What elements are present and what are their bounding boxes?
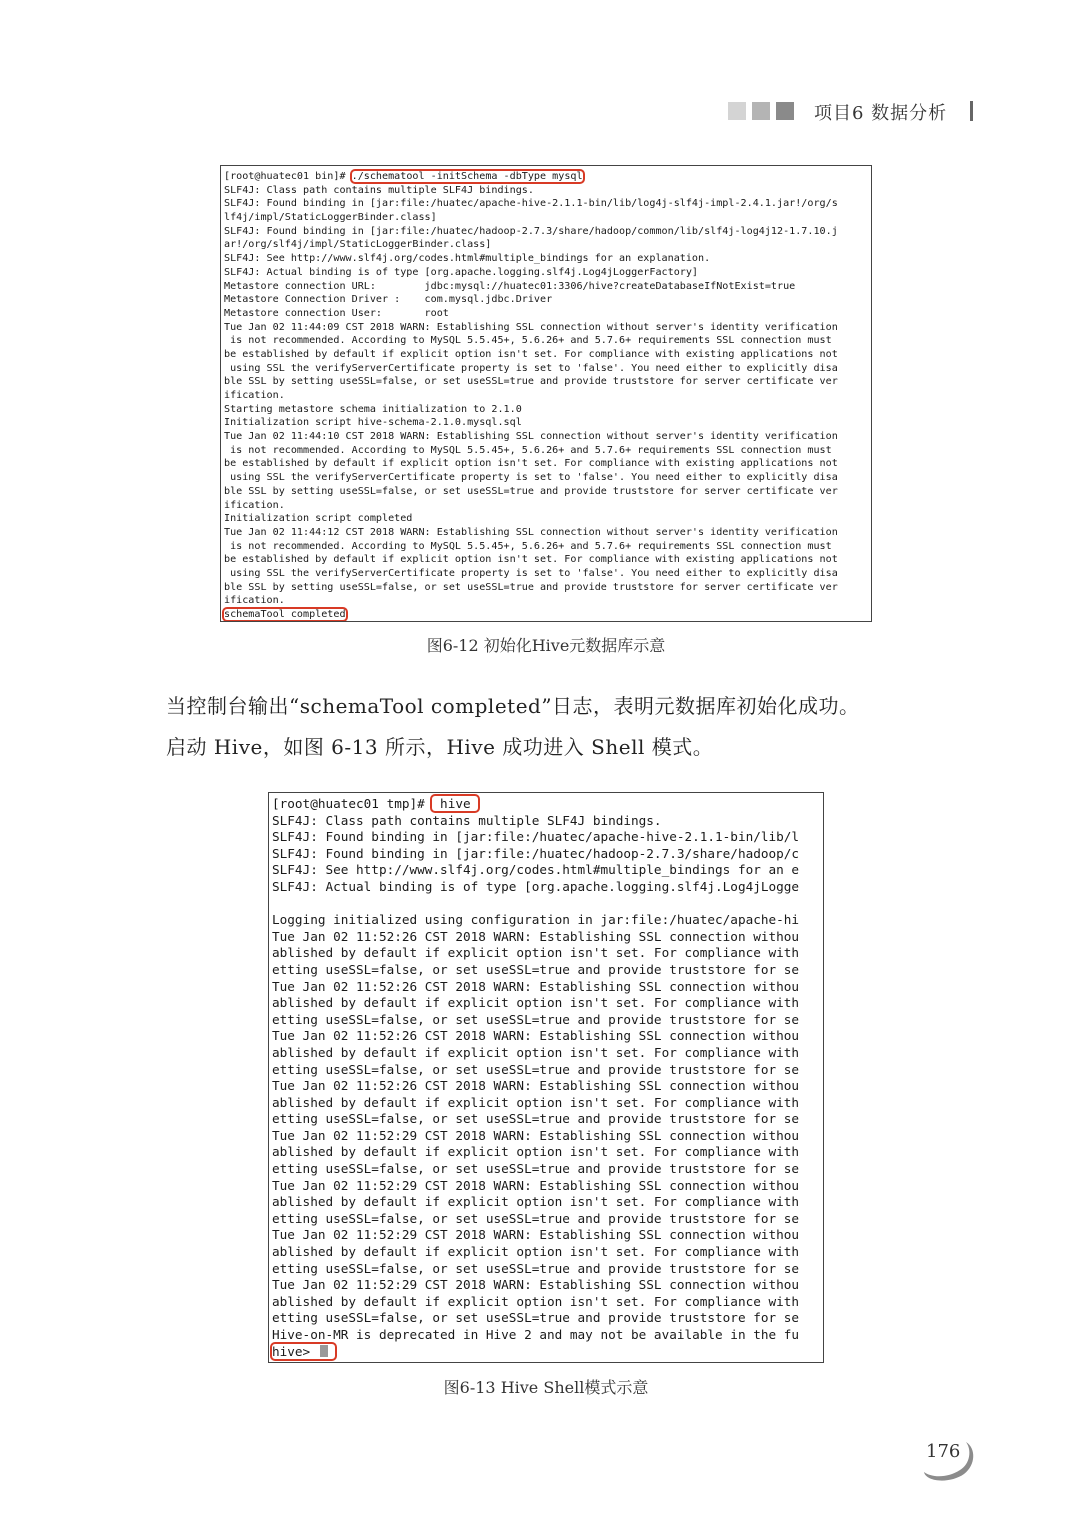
- terminal-line: ablished by default if explicit option isn't set. For compliance with: [272, 1044, 800, 1060]
- highlighted-command: ./schematool -initSchema -dbType mysql: [351, 171, 583, 182]
- highlighted-completion: schemaTool completed: [224, 609, 346, 620]
- terminal-line: Tue Jan 02 11:52:26 CST 2018 WARN: Establishing SSL connection withou: [272, 1078, 800, 1094]
- terminal-line: etting useSSL=false, or set useSSL=true and provide truststore for se: [272, 1310, 800, 1326]
- terminal-line: Tue Jan 02 11:52:29 CST 2018 WARN: Establishing SSL connection withou: [272, 1277, 800, 1293]
- terminal-line: etting useSSL=false, or set useSSL=true and provide truststore for se: [272, 1161, 800, 1177]
- terminal-line: Starting metastore schema initialization to 2.1.0: [224, 403, 522, 415]
- terminal-line: ar!/org/slf4j/impl/StaticLoggerBinder.class]: [224, 239, 492, 251]
- terminal-line: ification.: [224, 499, 285, 511]
- terminal-line: [root@huatec01 bin]# ./schematool -initSchema -dbType mysql: [224, 171, 583, 182]
- figure-caption: 图6-13 Hive Shell模式示意: [443, 1378, 649, 1397]
- terminal-line: Tue Jan 02 11:52:26 CST 2018 WARN: Establishing SSL connection withou: [272, 1028, 800, 1044]
- terminal-line: etting useSSL=false, or set useSSL=true and provide truststore for se: [272, 1011, 800, 1027]
- prompt-text: hive>: [272, 1343, 311, 1359]
- terminal-line: be established by default if explicit option isn't set. For compliance with existing applications not: [224, 554, 838, 566]
- terminal-line: etting useSSL=false, or set useSSL=true and provide truststore for se: [272, 1260, 800, 1276]
- terminal-line: etting useSSL=false, or set useSSL=true and provide truststore for se: [272, 1210, 800, 1226]
- terminal-line: lf4j/impl/StaticLoggerBinder.class]: [224, 212, 437, 224]
- terminal-line: ble SSL by setting useSSL=false, or set useSSL=true and provide truststore for server certificate ver: [224, 485, 838, 497]
- terminal-line: Metastore Connection Driver : com.mysql.jdbc.Driver: [224, 294, 553, 306]
- chapter-title: 项目6 数据分析: [814, 103, 948, 124]
- terminal-line: ble SSL by setting useSSL=false, or set useSSL=true and provide truststore for server certificate ver: [224, 581, 838, 593]
- terminal-line: ablished by default if explicit option isn't set. For compliance with: [272, 995, 800, 1011]
- terminal-line: SLF4J: Found binding in [jar:file:/huatec/apache-hive-2.1.1-bin/lib/log4j-slf4j-impl-2.4.1.jar!/org/s: [224, 198, 838, 210]
- terminal-line: Tue Jan 02 11:52:26 CST 2018 WARN: Establishing SSL connection withou: [272, 928, 800, 944]
- terminal-line: ablished by default if explicit option isn't set. For compliance with: [272, 1144, 800, 1160]
- terminal-line: Initialization script hive-schema-2.1.0.mysql.sql: [224, 417, 522, 429]
- terminal-line: Metastore connection User: root: [224, 307, 449, 319]
- terminal-line: SLF4J: See http://www.slf4j.org/codes.html#multiple_bindings for an explanation.: [224, 253, 711, 265]
- terminal-line: is not recommended. According to MySQL 5.5.45+, 5.6.26+ and 5.7.6+ requirements SSL connection must: [224, 540, 832, 552]
- body-paragraph-line: 当控制台输出“schemaTool completed”日志，表明元数据库初始化成功。: [166, 694, 860, 718]
- terminal-line: Tue Jan 02 11:52:29 CST 2018 WARN: Establishing SSL connection withou: [272, 1177, 800, 1193]
- hive-prompt: [272, 1344, 335, 1359]
- header-divider: [970, 101, 973, 121]
- terminal-line: Initialization script completed: [224, 513, 413, 525]
- terminal-line: Tue Jan 02 11:44:12 CST 2018 WARN: Establishing SSL connection without server's identity verification: [224, 526, 838, 538]
- terminal-line: SLF4J: Class path contains multiple SLF4J bindings.: [224, 184, 534, 196]
- terminal-line: etting useSSL=false, or set useSSL=true and provide truststore for se: [272, 961, 800, 977]
- body-paragraph-line: 启动 Hive，如图 6-13 所示，Hive 成功进入 Shell 模式。: [166, 735, 714, 759]
- terminal-line: [root@huatec01 tmp]# hive: [272, 796, 479, 811]
- terminal-line: is not recommended. According to MySQL 5.5.45+, 5.6.26+ and 5.7.6+ requirements SSL connection must: [224, 444, 832, 456]
- page-number: 176: [926, 1441, 961, 1462]
- terminal-line: SLF4J: Actual binding is of type [org.apache.logging.slf4j.Log4jLogge: [272, 878, 800, 894]
- terminal-line: ification.: [224, 595, 285, 607]
- terminal-line: etting useSSL=false, or set useSSL=true and provide truststore for se: [272, 1061, 800, 1077]
- terminal-line: SLF4J: Found binding in [jar:file:/huatec/apache-hive-2.1.1-bin/lib/l: [272, 829, 800, 845]
- terminal-line: using SSL the verifyServerCertificate property is set to 'false'. You need either to explicitly disa: [224, 362, 838, 374]
- terminal-screenshot-schematool: [220, 165, 872, 622]
- page-header: [724, 98, 984, 126]
- terminal-line: Tue Jan 02 11:44:09 CST 2018 WARN: Establishing SSL connection without server's identity verification: [224, 321, 838, 333]
- terminal-line: ablished by default if explicit option isn't set. For compliance with: [272, 1244, 800, 1260]
- terminal-line: ablished by default if explicit option isn't set. For compliance with: [272, 1094, 800, 1110]
- figure-caption: 图6-12 初始化Hive元数据库示意: [426, 636, 666, 655]
- terminal-line: be established by default if explicit option isn't set. For compliance with existing applications not: [224, 348, 838, 360]
- terminal-line: SLF4J: Found binding in [jar:file:/huatec/hadoop-2.7.3/share/hadoop/common/lib/slf4j-log4j12-1.7.10.j: [224, 225, 838, 237]
- terminal-line: [224, 608, 871, 622]
- highlighted-command: hive: [432, 796, 479, 811]
- terminal-line: ablished by default if explicit option isn't set. For compliance with: [272, 1293, 800, 1309]
- terminal-line: Tue Jan 02 11:44:10 CST 2018 WARN: Establishing SSL connection without server's identity verification: [224, 431, 838, 443]
- terminal-line: ablished by default if explicit option isn't set. For compliance with: [272, 1194, 800, 1210]
- terminal-line: is not recommended. According to MySQL 5.5.45+, 5.6.26+ and 5.7.6+ requirements SSL connection must: [224, 335, 832, 347]
- header-decor-square: [728, 102, 746, 120]
- terminal-line: ablished by default if explicit option isn't set. For compliance with: [272, 945, 800, 961]
- page-number-badge: [920, 1438, 980, 1484]
- terminal-line: Logging initialized using configuration in jar:file:/huatec/apache-hi: [272, 912, 800, 928]
- terminal-line: [272, 1344, 823, 1361]
- terminal-line: SLF4J: See http://www.slf4j.org/codes.html#multiple_bindings for an e: [272, 862, 800, 878]
- terminal-line: be established by default if explicit option isn't set. For compliance with existing applications not: [224, 458, 838, 470]
- terminal-line: Tue Jan 02 11:52:29 CST 2018 WARN: Establishing SSL connection withou: [272, 1127, 800, 1143]
- terminal-line: using SSL the verifyServerCertificate property is set to 'false'. You need either to explicitly disa: [224, 567, 838, 579]
- terminal-line: etting useSSL=false, or set useSSL=true and provide truststore for se: [272, 1111, 800, 1127]
- terminal-line: [272, 896, 823, 913]
- terminal-line: using SSL the verifyServerCertificate property is set to 'false'. You need either to explicitly disa: [224, 472, 838, 484]
- terminal-line: ble SSL by setting useSSL=false, or set useSSL=true and provide truststore for server certificate ver: [224, 376, 838, 388]
- cursor-block-icon: [320, 1345, 328, 1357]
- terminal-line: Tue Jan 02 11:52:26 CST 2018 WARN: Establishing SSL connection withou: [272, 978, 800, 994]
- terminal-line: ification.: [224, 390, 285, 401]
- header-decor-square: [752, 102, 770, 120]
- terminal-screenshot-hive-shell: [268, 792, 824, 1363]
- terminal-line: SLF4J: Actual binding is of type [org.apache.logging.slf4j.Log4jLoggerFactory]: [224, 266, 699, 278]
- terminal-line: Hive-on-MR is deprecated in Hive 2 and may not be available in the fu: [272, 1327, 800, 1342]
- terminal-line: SLF4J: Found binding in [jar:file:/huatec/hadoop-2.7.3/share/hadoop/c: [272, 845, 800, 861]
- terminal-line: Tue Jan 02 11:52:29 CST 2018 WARN: Establishing SSL connection withou: [272, 1227, 800, 1243]
- terminal-line: SLF4J: Class path contains multiple SLF4J bindings.: [272, 812, 662, 828]
- header-decor-square: [776, 102, 794, 120]
- terminal-line: Metastore connection URL: jdbc:mysql://huatec01:3306/hive?createDatabaseIfNotExist=true: [224, 280, 796, 292]
